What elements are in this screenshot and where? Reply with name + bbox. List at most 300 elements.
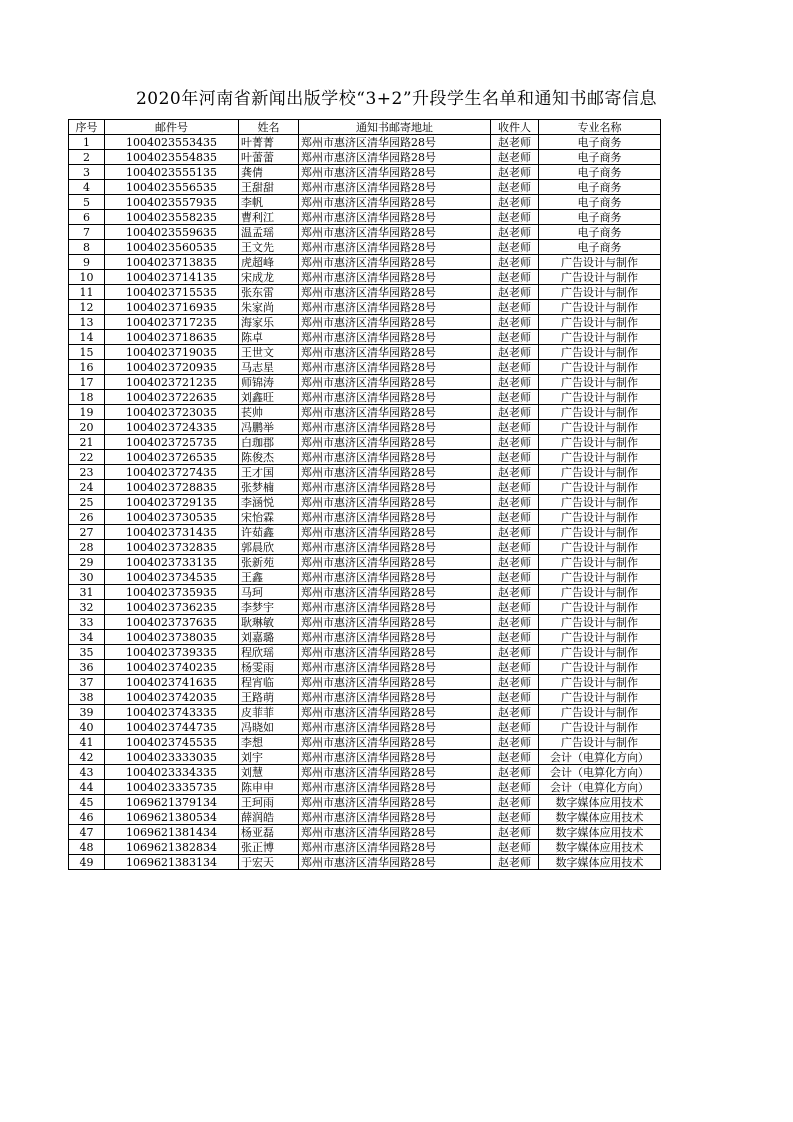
cell-mail-no: 1004023717235 [105,315,239,330]
table-header [69,120,661,135]
cell-mail-no: 1069621380534 [105,810,239,825]
cell-major: 广告设计与制作 [539,480,661,495]
cell-recipient: 赵老师 [491,300,539,315]
cell-mail-no: 1069621382834 [105,840,239,855]
cell-name: 许茹鑫 [239,525,299,540]
cell-name: 郭晨欣 [239,540,299,555]
cell-seq: 7 [69,225,105,240]
cell-mail-no: 1069621381434 [105,825,239,840]
cell-mail-no: 1004023723035 [105,405,239,420]
cell-name: 皮菲菲 [239,705,299,720]
cell-major: 广告设计与制作 [539,345,661,360]
cell-mail-no: 1004023560535 [105,240,239,255]
cell-major: 电子商务 [539,165,661,180]
cell-major: 数字媒体应用技术 [539,795,661,810]
cell-mail-no: 1004023727435 [105,465,239,480]
cell-address: 郑州市惠济区清华园路28号 [299,315,491,330]
cell-seq: 10 [69,270,105,285]
cell-recipient: 赵老师 [491,840,539,855]
cell-major: 会计（电算化方向） [539,780,661,795]
cell-mail-no: 1004023725735 [105,435,239,450]
cell-name: 于宏天 [239,855,299,870]
cell-recipient: 赵老师 [491,480,539,495]
cell-name: 张新苑 [239,555,299,570]
table-row [69,255,661,270]
cell-address: 郑州市惠济区清华园路28号 [299,810,491,825]
cell-recipient: 赵老师 [491,150,539,165]
cell-recipient: 赵老师 [491,375,539,390]
cell-name: 王甜甜 [239,180,299,195]
cell-major: 数字媒体应用技术 [539,825,661,840]
cell-name: 刘宇 [239,750,299,765]
cell-major: 广告设计与制作 [539,630,661,645]
cell-seq: 49 [69,855,105,870]
cell-seq: 14 [69,330,105,345]
cell-recipient: 赵老师 [491,420,539,435]
table-body [69,135,661,870]
table-row [69,435,661,450]
cell-name: 刘鑫旺 [239,390,299,405]
cell-seq: 44 [69,780,105,795]
cell-major: 电子商务 [539,240,661,255]
cell-name: 张梦楠 [239,480,299,495]
table-row [69,405,661,420]
cell-recipient: 赵老师 [491,855,539,870]
student-table [68,119,661,870]
cell-address: 郑州市惠济区清华园路28号 [299,465,491,480]
cell-address: 郑州市惠济区清华园路28号 [299,525,491,540]
cell-major: 广告设计与制作 [539,645,661,660]
cell-major: 广告设计与制作 [539,720,661,735]
cell-major: 电子商务 [539,150,661,165]
cell-recipient: 赵老师 [491,540,539,555]
cell-mail-no: 1004023739335 [105,645,239,660]
cell-mail-no: 1004023333035 [105,750,239,765]
table-row [69,585,661,600]
cell-mail-no: 1004023726535 [105,450,239,465]
cell-name: 朱家尚 [239,300,299,315]
cell-major: 广告设计与制作 [539,675,661,690]
cell-mail-no: 1004023557935 [105,195,239,210]
cell-seq: 27 [69,525,105,540]
cell-recipient: 赵老师 [491,270,539,285]
cell-seq: 1 [69,135,105,150]
cell-recipient: 赵老师 [491,465,539,480]
cell-major: 数字媒体应用技术 [539,855,661,870]
cell-mail-no: 1004023713835 [105,255,239,270]
cell-name: 宋成龙 [239,270,299,285]
cell-name: 宋怡霖 [239,510,299,525]
cell-seq: 22 [69,450,105,465]
cell-address: 郑州市惠济区清华园路28号 [299,210,491,225]
cell-recipient: 赵老师 [491,450,539,465]
cell-address: 郑州市惠济区清华园路28号 [299,600,491,615]
cell-name: 冯晓如 [239,720,299,735]
table-row [69,195,661,210]
header-name: 姓名 [239,120,299,135]
cell-name: 白珈郡 [239,435,299,450]
table-row [69,465,661,480]
cell-major: 电子商务 [539,135,661,150]
cell-major: 广告设计与制作 [539,405,661,420]
cell-seq: 32 [69,600,105,615]
cell-address: 郑州市惠济区清华园路28号 [299,420,491,435]
cell-name: 马珂 [239,585,299,600]
cell-seq: 46 [69,810,105,825]
table-row [69,495,661,510]
table-row [69,270,661,285]
cell-seq: 18 [69,390,105,405]
cell-recipient: 赵老师 [491,225,539,240]
cell-recipient: 赵老师 [491,600,539,615]
cell-recipient: 赵老师 [491,495,539,510]
table-row [69,150,661,165]
cell-major: 广告设计与制作 [539,555,661,570]
cell-address: 郑州市惠济区清华园路28号 [299,675,491,690]
cell-address: 郑州市惠济区清华园路28号 [299,720,491,735]
table-row [69,390,661,405]
cell-name: 耿琳敏 [239,615,299,630]
cell-seq: 43 [69,765,105,780]
table-row [69,780,661,795]
cell-address: 郑州市惠济区清华园路28号 [299,225,491,240]
cell-major: 广告设计与制作 [539,540,661,555]
cell-seq: 15 [69,345,105,360]
cell-address: 郑州市惠济区清华园路28号 [299,180,491,195]
cell-mail-no: 1004023730535 [105,510,239,525]
table-row [69,600,661,615]
cell-major: 广告设计与制作 [539,255,661,270]
cell-name: 陈申申 [239,780,299,795]
cell-address: 郑州市惠济区清华园路28号 [299,495,491,510]
cell-seq: 23 [69,465,105,480]
cell-mail-no: 1004023731435 [105,525,239,540]
table-row [69,285,661,300]
cell-name: 王珂雨 [239,795,299,810]
page-title: 2020年河南省新闻出版学校“3+2”升段学生名单和通知书邮寄信息 [135,89,658,109]
table-row [69,570,661,585]
cell-seq: 24 [69,480,105,495]
cell-address: 郑州市惠济区清华园路28号 [299,795,491,810]
cell-recipient: 赵老师 [491,315,539,330]
cell-seq: 16 [69,360,105,375]
cell-mail-no: 1004023736235 [105,600,239,615]
cell-name: 冯鹏举 [239,420,299,435]
table-row [69,855,661,870]
cell-recipient: 赵老师 [491,585,539,600]
cell-name: 虎超峰 [239,255,299,270]
cell-major: 广告设计与制作 [539,450,661,465]
cell-major: 电子商务 [539,180,661,195]
cell-mail-no: 1004023743335 [105,705,239,720]
table-row [69,705,661,720]
cell-name: 程宵临 [239,675,299,690]
cell-address: 郑州市惠济区清华园路28号 [299,330,491,345]
cell-major: 广告设计与制作 [539,660,661,675]
header-seq: 序号 [69,120,105,135]
cell-major: 会计（电算化方向） [539,765,661,780]
cell-recipient: 赵老师 [491,525,539,540]
cell-major: 广告设计与制作 [539,330,661,345]
cell-address: 郑州市惠济区清华园路28号 [299,735,491,750]
header-mail-no: 邮件号 [105,120,239,135]
cell-seq: 31 [69,585,105,600]
cell-mail-no: 1004023718635 [105,330,239,345]
cell-recipient: 赵老师 [491,705,539,720]
cell-mail-no: 1004023737635 [105,615,239,630]
table-row [69,540,661,555]
cell-name: 王才国 [239,465,299,480]
table-row [69,555,661,570]
cell-seq: 8 [69,240,105,255]
cell-name: 叶菁菁 [239,135,299,150]
cell-recipient: 赵老师 [491,240,539,255]
cell-recipient: 赵老师 [491,630,539,645]
cell-name: 薛润皓 [239,810,299,825]
table-row [69,315,661,330]
header-address: 通知书邮寄地址 [299,120,491,135]
cell-name: 陈俊杰 [239,450,299,465]
cell-name: 程欣瑶 [239,645,299,660]
cell-major: 广告设计与制作 [539,690,661,705]
cell-mail-no: 1004023742035 [105,690,239,705]
cell-address: 郑州市惠济区清华园路28号 [299,615,491,630]
cell-recipient: 赵老师 [491,195,539,210]
table-row [69,645,661,660]
cell-mail-no: 1004023558235 [105,210,239,225]
cell-recipient: 赵老师 [491,360,539,375]
cell-recipient: 赵老师 [491,510,539,525]
table-row [69,750,661,765]
cell-recipient: 赵老师 [491,135,539,150]
cell-seq: 5 [69,195,105,210]
cell-mail-no: 1004023555135 [105,165,239,180]
cell-seq: 19 [69,405,105,420]
cell-address: 郑州市惠济区清华园路28号 [299,705,491,720]
cell-major: 电子商务 [539,210,661,225]
cell-address: 郑州市惠济区清华园路28号 [299,585,491,600]
cell-address: 郑州市惠济区清华园路28号 [299,135,491,150]
cell-recipient: 赵老师 [491,735,539,750]
cell-seq: 2 [69,150,105,165]
cell-seq: 38 [69,690,105,705]
cell-mail-no: 1004023734535 [105,570,239,585]
header-major: 专业名称 [539,120,661,135]
cell-recipient: 赵老师 [491,660,539,675]
cell-address: 郑州市惠济区清华园路28号 [299,645,491,660]
table-row [69,180,661,195]
cell-major: 广告设计与制作 [539,360,661,375]
cell-mail-no: 1004023729135 [105,495,239,510]
cell-name: 张正博 [239,840,299,855]
cell-major: 会计（电算化方向） [539,750,661,765]
cell-mail-no: 1004023556535 [105,180,239,195]
cell-seq: 30 [69,570,105,585]
cell-address: 郑州市惠济区清华园路28号 [299,405,491,420]
cell-address: 郑州市惠济区清华园路28号 [299,195,491,210]
table-row [69,765,661,780]
table-row [69,735,661,750]
cell-mail-no: 1004023721235 [105,375,239,390]
cell-major: 广告设计与制作 [539,735,661,750]
cell-mail-no: 1004023335735 [105,780,239,795]
table-row [69,690,661,705]
cell-address: 郑州市惠济区清华园路28号 [299,300,491,315]
cell-mail-no: 1069621379134 [105,795,239,810]
cell-name: 杨亚磊 [239,825,299,840]
cell-address: 郑州市惠济区清华园路28号 [299,345,491,360]
cell-recipient: 赵老师 [491,750,539,765]
cell-major: 广告设计与制作 [539,375,661,390]
table-row [69,375,661,390]
cell-major: 广告设计与制作 [539,315,661,330]
table-row [69,450,661,465]
cell-name: 李帆 [239,195,299,210]
cell-name: 王文先 [239,240,299,255]
cell-recipient: 赵老师 [491,555,539,570]
table-row [69,810,661,825]
cell-address: 郑州市惠济区清华园路28号 [299,765,491,780]
cell-name: 张东雷 [239,285,299,300]
cell-recipient: 赵老师 [491,615,539,630]
cell-seq: 34 [69,630,105,645]
cell-mail-no: 1004023715535 [105,285,239,300]
cell-address: 郑州市惠济区清华园路28号 [299,435,491,450]
cell-recipient: 赵老师 [491,180,539,195]
table-row [69,225,661,240]
cell-address: 郑州市惠济区清华园路28号 [299,630,491,645]
cell-major: 广告设计与制作 [539,285,661,300]
table-row [69,525,661,540]
cell-mail-no: 1004023553435 [105,135,239,150]
cell-name: 龚倩 [239,165,299,180]
cell-seq: 21 [69,435,105,450]
cell-name: 王世文 [239,345,299,360]
cell-name: 曹利江 [239,210,299,225]
cell-recipient: 赵老师 [491,720,539,735]
cell-seq: 40 [69,720,105,735]
cell-seq: 47 [69,825,105,840]
cell-major: 广告设计与制作 [539,420,661,435]
cell-name: 温孟瑶 [239,225,299,240]
cell-mail-no: 1004023744735 [105,720,239,735]
cell-address: 郑州市惠济区清华园路28号 [299,825,491,840]
cell-address: 郑州市惠济区清华园路28号 [299,855,491,870]
cell-seq: 42 [69,750,105,765]
cell-major: 电子商务 [539,195,661,210]
table-row [69,795,661,810]
cell-address: 郑州市惠济区清华园路28号 [299,510,491,525]
cell-major: 广告设计与制作 [539,525,661,540]
table-row [69,330,661,345]
cell-major: 广告设计与制作 [539,390,661,405]
cell-recipient: 赵老师 [491,765,539,780]
cell-seq: 28 [69,540,105,555]
cell-seq: 37 [69,675,105,690]
table-row [69,420,661,435]
cell-recipient: 赵老师 [491,675,539,690]
cell-address: 郑州市惠济区清华园路28号 [299,240,491,255]
cell-name: 刘嘉璐 [239,630,299,645]
cell-major: 广告设计与制作 [539,585,661,600]
cell-mail-no: 1004023559635 [105,225,239,240]
cell-address: 郑州市惠济区清华园路28号 [299,570,491,585]
cell-seq: 3 [69,165,105,180]
header-recipient: 收件人 [491,120,539,135]
cell-name: 王鑫 [239,570,299,585]
cell-major: 广告设计与制作 [539,705,661,720]
cell-major: 数字媒体应用技术 [539,840,661,855]
cell-seq: 11 [69,285,105,300]
cell-recipient: 赵老师 [491,390,539,405]
cell-major: 广告设计与制作 [539,300,661,315]
table-row [69,480,661,495]
cell-name: 叶蕾蕾 [239,150,299,165]
table-row [69,240,661,255]
cell-recipient: 赵老师 [491,285,539,300]
cell-major: 电子商务 [539,225,661,240]
cell-address: 郑州市惠济区清华园路28号 [299,555,491,570]
cell-recipient: 赵老师 [491,690,539,705]
table-row [69,300,661,315]
table-row [69,210,661,225]
cell-name: 李涵悦 [239,495,299,510]
cell-mail-no: 1069621383134 [105,855,239,870]
cell-address: 郑州市惠济区清华园路28号 [299,285,491,300]
cell-recipient: 赵老师 [491,645,539,660]
cell-major: 广告设计与制作 [539,570,661,585]
cell-name: 李想 [239,735,299,750]
cell-address: 郑州市惠济区清华园路28号 [299,390,491,405]
cell-name: 李梦宇 [239,600,299,615]
cell-address: 郑州市惠济区清华园路28号 [299,540,491,555]
cell-major: 广告设计与制作 [539,615,661,630]
cell-address: 郑州市惠济区清华园路28号 [299,150,491,165]
cell-name: 陈卓 [239,330,299,345]
cell-mail-no: 1004023735935 [105,585,239,600]
cell-mail-no: 1004023745535 [105,735,239,750]
cell-mail-no: 1004023740235 [105,660,239,675]
cell-address: 郑州市惠济区清华园路28号 [299,690,491,705]
cell-mail-no: 1004023554835 [105,150,239,165]
cell-recipient: 赵老师 [491,780,539,795]
table-row [69,360,661,375]
cell-mail-no: 1004023732835 [105,540,239,555]
cell-seq: 9 [69,255,105,270]
cell-name: 苌帅 [239,405,299,420]
cell-address: 郑州市惠济区清华园路28号 [299,780,491,795]
cell-address: 郑州市惠济区清华园路28号 [299,450,491,465]
cell-mail-no: 1004023733135 [105,555,239,570]
cell-mail-no: 1004023714135 [105,270,239,285]
table-row [69,825,661,840]
table-row [69,615,661,630]
cell-mail-no: 1004023722635 [105,390,239,405]
cell-seq: 48 [69,840,105,855]
cell-seq: 17 [69,375,105,390]
cell-seq: 12 [69,300,105,315]
cell-recipient: 赵老师 [491,435,539,450]
cell-seq: 39 [69,705,105,720]
cell-recipient: 赵老师 [491,570,539,585]
cell-seq: 4 [69,180,105,195]
table-row [69,510,661,525]
cell-seq: 13 [69,315,105,330]
cell-major: 广告设计与制作 [539,435,661,450]
cell-mail-no: 1004023720935 [105,360,239,375]
cell-recipient: 赵老师 [491,810,539,825]
cell-seq: 45 [69,795,105,810]
